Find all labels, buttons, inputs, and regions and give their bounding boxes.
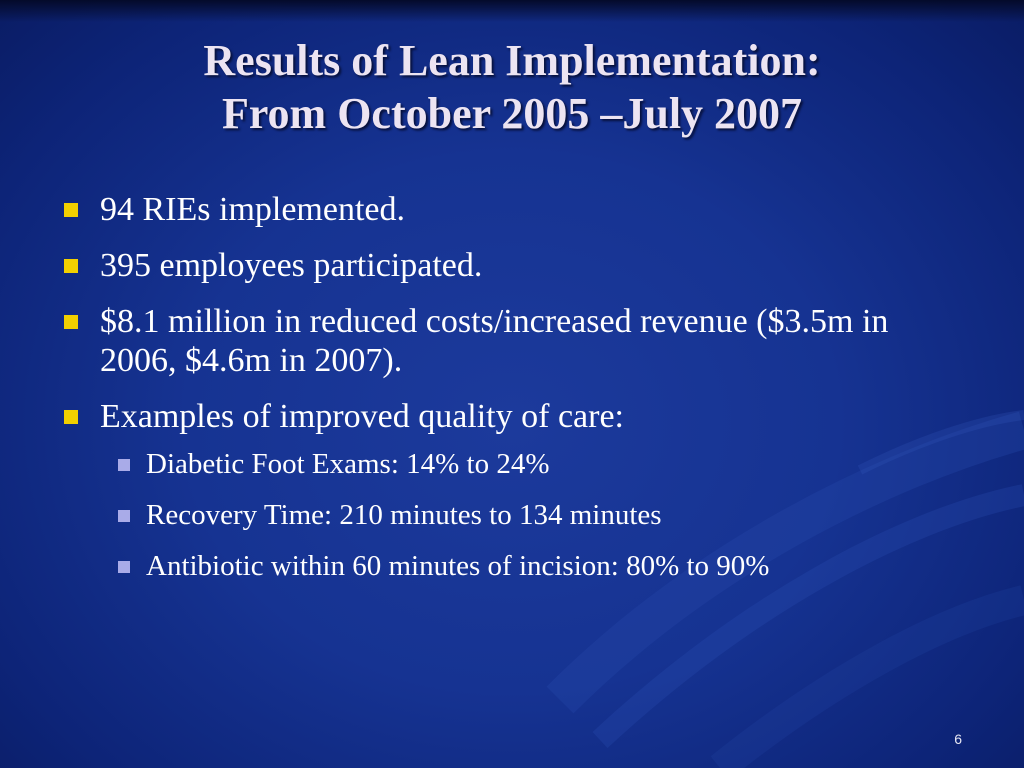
title-line-2: From October 2005 –July 2007 bbox=[221, 89, 803, 138]
square-sub-bullet-icon bbox=[118, 561, 130, 573]
sub-bullet-item bbox=[118, 448, 962, 481]
square-bullet-icon bbox=[64, 203, 78, 217]
square-bullet-icon bbox=[64, 410, 78, 424]
bullet-text: $8.1 million in reduced costs/increased revenue ($3.5m in 2006, $4.6m in 2007). bbox=[100, 303, 889, 379]
bullet-text: 94 RIEs implemented. bbox=[100, 191, 406, 228]
title-line-1: Results of Lean Implementation: bbox=[203, 36, 821, 85]
square-bullet-icon bbox=[64, 315, 78, 329]
bullet-item bbox=[62, 246, 962, 285]
sub-bullet-item bbox=[118, 550, 936, 583]
square-sub-bullet-icon bbox=[118, 459, 130, 471]
sub-bullet-item bbox=[118, 499, 962, 532]
sub-bullet-text: Recovery Time: 210 minutes to 134 minutes bbox=[146, 499, 662, 531]
bullet-text: 395 employees participated. bbox=[100, 247, 483, 284]
square-sub-bullet-icon bbox=[118, 510, 130, 522]
bullet-text: Examples of improved quality of care: bbox=[100, 398, 624, 435]
bullet-list bbox=[62, 190, 962, 601]
bullet-item bbox=[62, 302, 962, 380]
sub-bullet-text: Diabetic Foot Exams: 14% to 24% bbox=[146, 448, 550, 480]
bullet-item bbox=[62, 190, 962, 229]
sub-bullet-text: Antibiotic within 60 minutes of incision: 80% to 90% bbox=[146, 550, 770, 582]
bullet-item bbox=[62, 397, 962, 436]
slide-title bbox=[0, 34, 1024, 140]
square-bullet-icon bbox=[64, 259, 78, 273]
page-number: 6 bbox=[954, 731, 962, 747]
